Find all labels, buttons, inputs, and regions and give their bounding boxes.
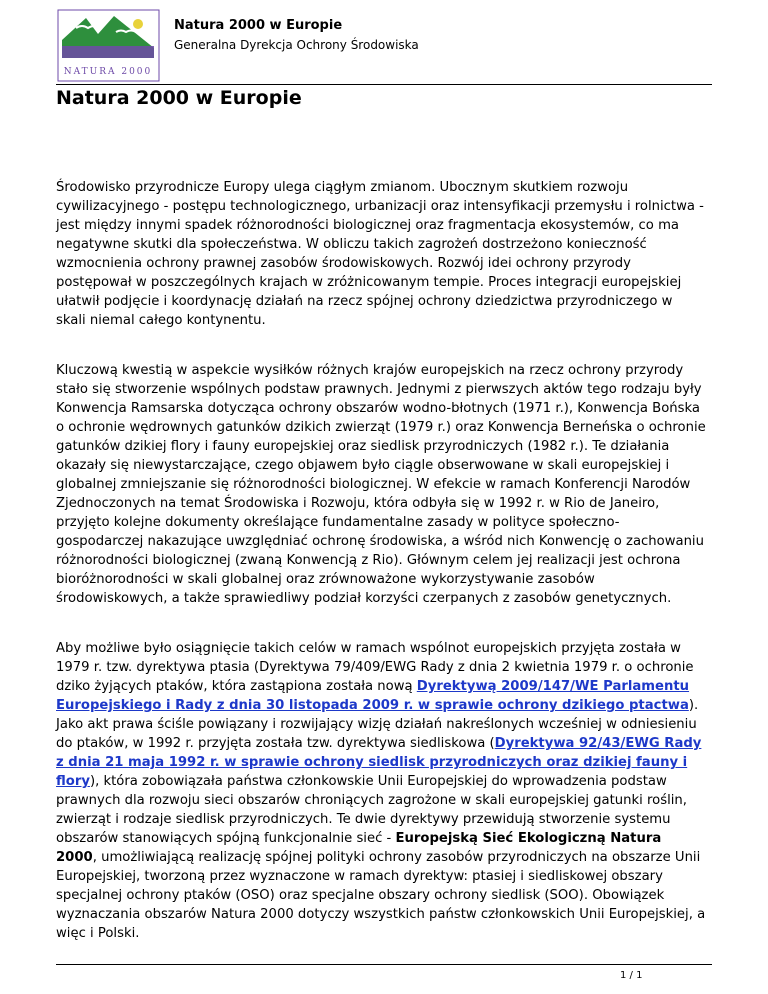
document-title: Natura 2000 w Europie bbox=[174, 18, 343, 33]
habitats-directive-link[interactable]: Dyrektywa 92/43/EWG Rady z dnia 21 maja 1992 r. w sprawie ochrony siedlisk przyrodniczych oraz dzikiej fauny i flory bbox=[56, 736, 702, 789]
paragraph-3-text-2: ). Jako akt prawa ściśle powiązany i rozwijający wizję działań nakreślonych wcześniej w odniesieniu do ptaków, w 1992 r. przyjęta została tzw. dyrektywa siedliskowa ( bbox=[56, 698, 699, 751]
paragraph-3-text-4: , umożliwiającą realizację spójnej polityki ochrony zasobów przyrodniczych na obszarze Unii Europejskiej, tworzoną przez wyznaczone w ramach dyrektyw: ptasiej i siedliskowej obszary specjalnej ochrony ptaków (OSO) oraz specjalne obszary ochrony siedlisk (SOO). Obowiązek wyznaczania obszarów Natura 2000 dotyczy wszystkich państw członkowskich Unii Europejskiej, a więc i Polski. bbox=[56, 850, 706, 941]
header bbox=[56, 8, 716, 83]
paragraph-2: Kluczową kwestią w aspekcie wysiłków różnych krajów europejskich na rzecz ochrony przyrody stało się stworzenie wspólnych podstaw prawnych. Jednymi z pierwszych aktów tego rodzaju były Konwencja Ramsarska dotycząca ochrony obszarów wodno-błotnych (1971 r.), Konwencja Bońska o ochronie wędrownych gatunków dzikich zwierząt (1979 r.) oraz Konwencja Berneńska o ochronie gatunków dzikiej flory i fauny europejskiej oraz siedlisk przyrodniczych (1982 r.). Te działania okazały się niewystarczające, czego objawem było ciągle obserwowane w skali europejskiej i globalnej zmniejszanie się różnorodności biologicznej. W efekcie w ramach Konferencji Narodów Zjednoczonych na temat Środowiska i Rozwoju, która odbyła się w 1992 r. w Rio de Janeiro, przyjęto kolejne dokumenty określające fundamentalne zasady w polityce społeczno-gospodarczej nakazujące uwzględniać ochronę środowiska, a wśród nich Konwencję o zachowaniu różnorodności biologicznej (zwaną Konwencją z Rio). Głównym celem jej realizacji jest ochrona bioróżnorodności w skali globalnej oraz zrównoważone wykorzystywanie zasobów środowiskowych, a także sprawiedliwy podział korzyści czerpanych z zasobów genetycznych. bbox=[56, 363, 706, 606]
footer-divider bbox=[56, 964, 712, 965]
birds-directive-link[interactable]: Dyrektywą 2009/147/WE Parlamentu Europejskiego i Rady z dnia 30 listopada 2009 r. w sprawie ochrony dzikiego ptactwa bbox=[56, 679, 690, 713]
header-divider bbox=[56, 84, 712, 85]
page-number: 1 / 1 bbox=[620, 970, 643, 981]
logo-text: NATURA 2000 bbox=[63, 67, 153, 77]
document-subtitle: Generalna Dyrekcja Ochrony Środowiska bbox=[174, 38, 419, 52]
natura-2000-network-term: Europejską Sieć Ekologiczną Natura 2000 bbox=[56, 831, 662, 865]
paragraph-3-text-3: ), która zobowiązała państwa członkowskie Unii Europejskiej do wprowadzenia podstaw prawnych dla rozwoju sieci obszarów chroniących zagrożone w skali europejskiej gatunki roślin, zwierząt i rodzaje siedlisk przyrodniczych. Te dwie dyrektywy przewidują stworzenie systemu obszarów stanowiących spójną funkcjonalnie sieć - bbox=[56, 774, 687, 846]
natura-2000-logo bbox=[56, 8, 161, 83]
page-heading: Natura 2000 w Europie bbox=[56, 87, 302, 109]
paragraph-3 bbox=[56, 639, 706, 943]
paragraph-1: Środowisko przyrodnicze Europy ulega ciągłym zmianom. Ubocznym skutkiem rozwoju cywilizacyjnego - postępu technologicznego, urbanizacji oraz intensyfikacji przemysłu i rolnictwa - jest między innymi spadek różnorodności biologicznej oraz fragmentacja ekosystemów, co ma negatywne skutki dla społeczeństwa. W obliczu takich zagrożeń dostrzeżono konieczność wzmocnienia ochrony prawnej zasobów środowiskowych. Rozwój idei ochrony przyrody postępował w poszczególnych krajach w zróżnicowanym tempie. Proces integracji europejskiej ułatwił podjęcie i koordynację działań na rzecz spójnej ochrony dziedzictwa przyrodniczego w skali niemal całego kontynentu. bbox=[56, 180, 704, 328]
paragraph-3-text-1: Aby możliwe było osiągnięcie takich celów w ramach wspólnot europejskich przyjęta została w 1979 r. tzw. dyrektywa ptasia (Dyrektywa 79/409/EWG Rady z dnia 2 kwietnia 1979 r. o ochronie dziko żyjących ptaków, która zastąpiona została nową bbox=[56, 641, 694, 694]
